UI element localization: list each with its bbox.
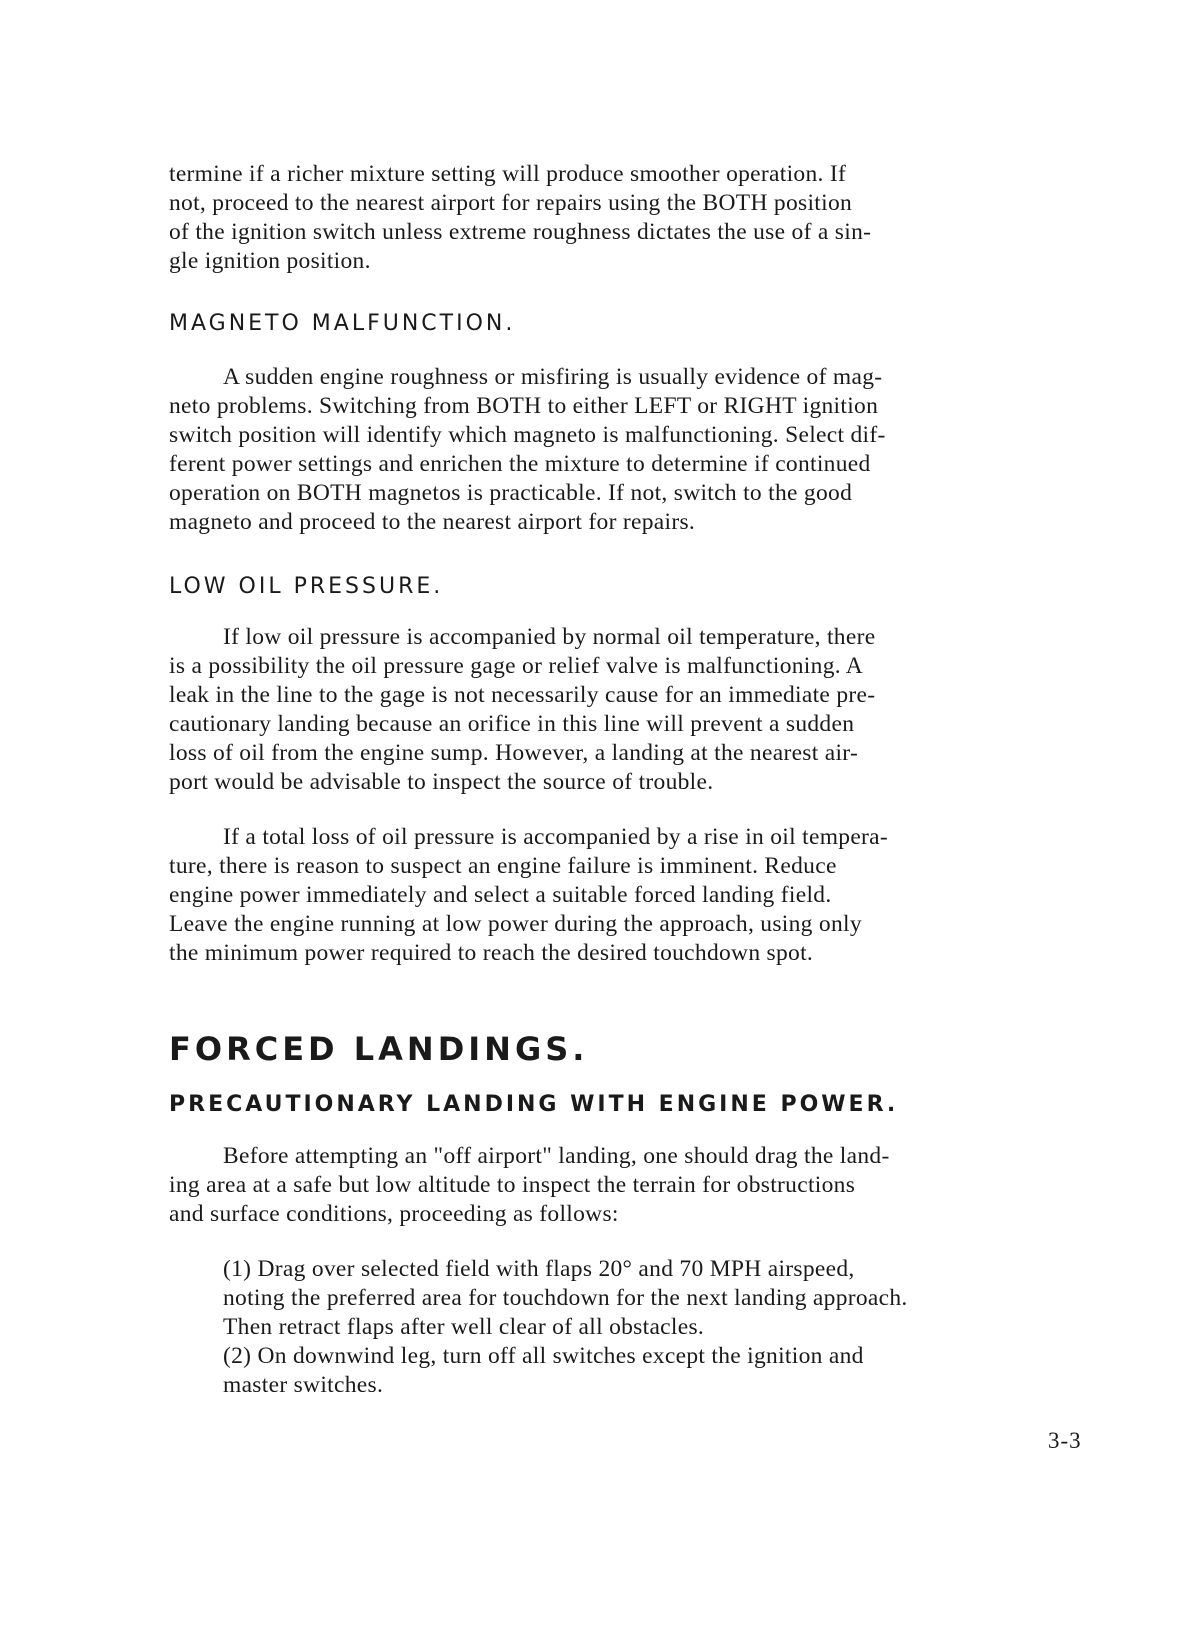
text-line: If a total loss of oil pressure is accompanied by a rise in oil tempera- — [223, 824, 889, 850]
text-line: and surface conditions, proceeding as follows: — [169, 1201, 619, 1227]
text-line: loss of oil from the engine sump. However, a landing at the nearest air- — [169, 740, 859, 766]
text-line: gle ignition position. — [169, 248, 371, 274]
text-line: magneto and proceed to the nearest airport for repairs. — [169, 509, 696, 535]
text-line: of the ignition switch unless extreme roughness dictates the use of a sin- — [169, 219, 872, 245]
text-line: switch position will identify which magneto is malfunctioning. Select dif- — [169, 422, 886, 448]
list-item: Then retract flaps after well clear of all obstacles. — [223, 1314, 705, 1340]
text-line: Leave the engine running at low power during the approach, using only — [169, 911, 862, 937]
text-line: leak in the line to the gage is not necessarily cause for an immediate pre- — [169, 682, 876, 708]
forced-landings-intro — [169, 1142, 1099, 1229]
magneto-paragraph — [169, 363, 1099, 537]
precautionary-landing-heading: PRECAUTIONARY LANDING WITH ENGINE POWER. — [169, 1092, 899, 1117]
text-line: cautionary landing because an orifice in this line will prevent a sudden — [169, 711, 855, 737]
text-line: operation on BOTH magnetos is practicable. If not, switch to the good — [169, 480, 853, 506]
low-oil-paragraph-1 — [169, 623, 1099, 797]
list-item: noting the preferred area for touchdown for the next landing approach. — [223, 1285, 908, 1311]
text-line: is a possibility the oil pressure gage or relief valve is malfunctioning. A — [169, 653, 864, 679]
page-number: 3-3 — [1048, 1428, 1082, 1453]
text-line: the minimum power required to reach the desired touchdown spot. — [169, 940, 814, 966]
text-line: ferent power settings and enrichen the mixture to determine if continued — [169, 451, 871, 477]
text-line: neto problems. Switching from BOTH to either LEFT or RIGHT ignition — [169, 393, 879, 419]
magneto-heading: MAGNETO MALFUNCTION. — [169, 311, 516, 336]
text-line: ture, there is reason to suspect an engine failure is imminent. Reduce — [169, 853, 837, 879]
list-item: (1) Drag over selected field with flaps 20° and 70 MPH airspeed, — [223, 1256, 855, 1282]
text-line: port would be advisable to inspect the source of trouble. — [169, 769, 714, 795]
text-line: If low oil pressure is accompanied by normal oil temperature, there — [223, 624, 876, 650]
text-line: termine if a richer mixture setting will produce smoother operation. If — [169, 161, 847, 187]
forced-landings-heading: FORCED LANDINGS. — [169, 1030, 589, 1068]
low-oil-heading: LOW OIL PRESSURE. — [169, 574, 444, 599]
text-line: ing area at a safe but low altitude to inspect the terrain for obstructions — [169, 1172, 856, 1198]
text-line: Before attempting an "off airport" landing, one should drag the land- — [223, 1143, 890, 1169]
list-item: master switches. — [223, 1372, 384, 1398]
list-item: (2) On downwind leg, turn off all switches except the ignition and — [223, 1343, 864, 1369]
forced-landings-steps — [223, 1255, 1099, 1400]
text-line: engine power immediately and select a suitable forced landing field. — [169, 882, 832, 908]
intro-paragraph — [169, 160, 1099, 276]
text-line: A sudden engine roughness or misfiring is usually evidence of mag- — [223, 364, 883, 390]
text-line: not, proceed to the nearest airport for repairs using the BOTH position — [169, 190, 853, 216]
low-oil-paragraph-2 — [169, 823, 1099, 968]
